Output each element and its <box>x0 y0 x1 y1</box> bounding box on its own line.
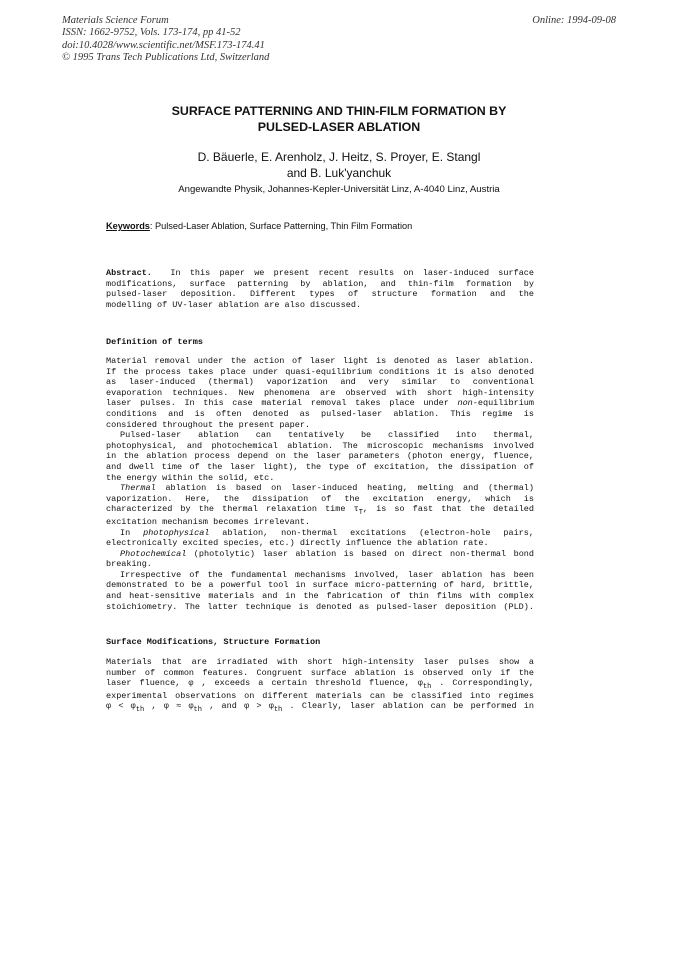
authors-line-2: and B. Luk'yanchuk <box>286 165 392 180</box>
body-line: and heat-sensitive materials and in the fabrication of thin films with complex <box>106 591 534 602</box>
authors-line-1: D. Bäuerle, E. Arenholz, J. Heitz, S. Proyer, E. Stangl <box>197 150 481 164</box>
title-line-1: SURFACE PATTERNING AND THIN-FILM FORMATION BY <box>171 104 507 118</box>
copyright-line: © 1995 Trans Tech Publications Ltd, Switzerland <box>62 52 270 64</box>
abstract-line: pulsed-laser deposition. Different types of structure formation and the <box>106 289 534 300</box>
abstract-line: In this paper we present recent results on laser-induced surface <box>170 268 534 278</box>
body-line: Irrespective of the fundamental mechanisms involved, laser ablation has been <box>120 569 534 580</box>
body-line: characterized by the thermal relaxation time $\tau_T$, is so fast that the detailed <box>106 504 534 515</box>
section-surface-body <box>106 657 534 712</box>
body-line: experimental observations on different materials can be classified into regimes <box>106 690 534 701</box>
body-line: Pulsed-laser ablation can tentatively be classified into thermal, <box>120 430 534 441</box>
body-line: photophysical, and photochemical ablation. The microscopic mechanisms involved <box>106 440 534 451</box>
body-line: demonstrated to be a powerful tool in surface micro-patterning of hard, brittle, <box>106 580 534 591</box>
body-line: Materials that are irradiated with short high-intensity laser pulses show a <box>106 657 534 667</box>
body-line: laser pulses. In this case material removal takes place under non-equilibrium <box>106 398 534 409</box>
body-line: laser fluence, φ , exceeds a certain threshold fluence, $\varphi_{th}$ . Correspondingly, <box>106 678 534 689</box>
body-line: stoichiometry. The latter technique is denoted as pulsed-laser deposition (PLD). <box>106 601 534 612</box>
doi-line: doi:10.4028/www.scientific.net/MSF.173-174.41 <box>62 39 265 51</box>
body-line: If the process takes place under quasi-equilibrium conditions it is also denoted <box>106 366 534 377</box>
body-line: Thermal ablation is based on laser-induced heating, melting and (thermal) <box>120 483 534 494</box>
body-line: Photochemical (photolytic) laser ablation is based on direct non-thermal bond <box>120 548 534 559</box>
section-heading-definitions: Definition of terms <box>106 337 203 347</box>
body-line: as laser-induced (thermal) vaporization and very similar to conventional <box>106 377 534 388</box>
author-list <box>0 150 678 181</box>
body-line: considered throughout the present paper. <box>106 419 311 430</box>
body-line: vaporization. Here, the dissipation of the excitation energy, which is <box>106 493 534 504</box>
paper-title <box>0 104 678 135</box>
issn-line: ISSN: 1662-9752, Vols. 173-174, pp 41-52 <box>62 27 241 39</box>
body-line: Material removal under the action of laser light is denoted as laser ablation. <box>106 356 534 366</box>
journal-header <box>62 15 269 65</box>
body-line: conditions and is often denoted as pulsed-laser ablation. This regime is <box>106 408 534 419</box>
keywords-label: Keywords <box>106 221 150 231</box>
abstract-line: modelling of UV-laser ablation are also discussed. <box>106 299 362 310</box>
body-line: electronically excited species, etc.) directly influence the ablation rate. <box>106 538 489 549</box>
body-line: In photophysical ablation, non-thermal excitations (electron-hole pairs, <box>120 527 534 538</box>
section-heading-surface-modifications: Surface Modifications, Structure Formation <box>106 637 321 647</box>
body-line: evaporation techniques. New phenomena are observed with short high-intensity <box>106 387 534 398</box>
keywords <box>106 221 412 231</box>
body-line: the energy within the solid, etc. <box>106 472 275 483</box>
body-line: $\varphi < \varphi_{th}$ , $\varphi \approx \varphi_{th}$ , and $\varphi > \varphi_{th}$ . Clearly, laser ablation can be performed in <box>106 701 534 712</box>
body-line: number of common features. Congruent surface ablation is observed only if the <box>106 667 534 678</box>
title-line-2: PULSED-LASER ABLATION <box>257 119 421 134</box>
body-line: breaking. <box>106 559 152 570</box>
abstract <box>106 268 534 310</box>
online-date: Online: 1994-09-08 <box>532 15 616 26</box>
body-line: excitation mechanism becomes irrelevant. <box>106 516 311 527</box>
affiliation: Angewandte Physik, Johannes-Kepler-Universität Linz, A-4040 Linz, Austria <box>178 184 500 195</box>
keywords-text: : Pulsed-Laser Ablation, Surface Patterning, Thin Film Formation <box>149 221 413 231</box>
body-line: in the ablation process depend on the laser parameters (photon energy, fluence, <box>106 451 534 462</box>
body-line: and dwell time of the laser light), the type of excitation, the dissipation of <box>106 461 534 472</box>
abstract-label: Abstract. <box>106 268 152 278</box>
journal-name: Materials Science Forum <box>62 15 169 26</box>
abstract-line: modifications, surface patterning by ablation, and thin-film formation by <box>106 278 534 289</box>
section-definitions-body <box>106 356 534 612</box>
